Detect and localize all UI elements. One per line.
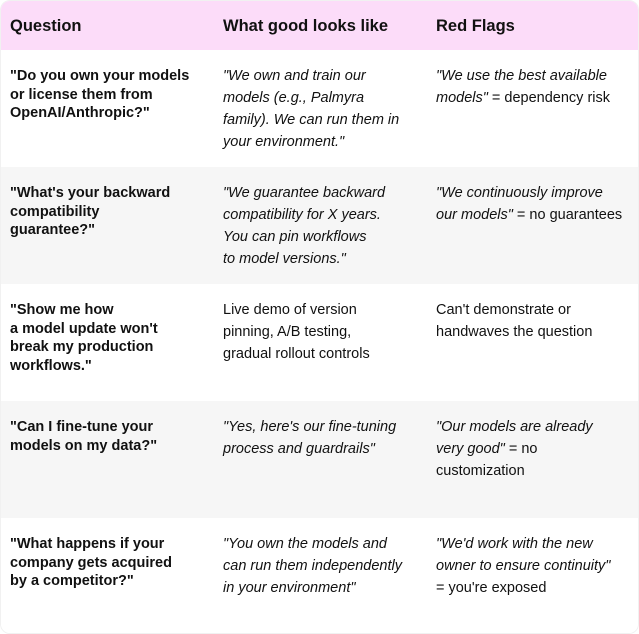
good-answer-quote: "Yes, here's our fine-tuning process and guardrails"	[223, 419, 397, 457]
good-answer-quote: "We guarantee backward compatibility for X years. You can pin workflows to model versions."	[223, 185, 386, 267]
question-cell: "Do you own your models or license them from OpenAI/Anthropic?"	[10, 68, 190, 121]
header-red-flags: Red Flags	[436, 16, 515, 35]
red-flag-text: Can't demonstrate or handwaves the question	[436, 302, 593, 340]
red-flag-text: = dependency risk	[487, 90, 611, 106]
question-cell: "Show me how a model update won't break my production workflows."	[10, 302, 158, 374]
red-flag-cell	[427, 518, 639, 634]
question-cell: "Can I fine-tune your models on my data?"	[10, 419, 158, 454]
table-row	[1, 284, 638, 401]
good-answer-text: Live demo of version pinning, A/B testing, gradual rollout controls	[223, 302, 370, 362]
red-flag-quote: "We continuously improve our models"	[436, 185, 603, 223]
table-row	[1, 401, 638, 518]
red-flag-text: = no guarantees	[512, 207, 623, 223]
red-flag-quote: "We'd work with the new owner to ensure continuity"	[436, 536, 611, 574]
red-flag-text: = no customization	[436, 441, 538, 479]
table-row	[1, 50, 638, 167]
red-flag-cell	[427, 401, 639, 518]
red-flag-cell	[427, 167, 639, 284]
red-flag-quote: "Our models are already very good"	[436, 419, 593, 457]
good-answer-cell	[214, 284, 427, 401]
table-row	[1, 518, 638, 634]
red-flag-quote: "We use the best available models"	[436, 68, 607, 106]
red-flag-text: = you're exposed	[436, 580, 547, 596]
red-flag-cell	[427, 50, 639, 167]
red-flag-cell	[427, 284, 639, 401]
header-question: Question	[10, 16, 82, 35]
good-answer-cell	[214, 518, 427, 634]
good-answer-cell	[214, 167, 427, 284]
table-row	[1, 167, 638, 284]
question-cell: "What's your backward compatibility guarantee?"	[10, 185, 171, 238]
question-cell: "What happens if your company gets acquired by a competitor?"	[10, 536, 172, 589]
table-header-row	[1, 1, 638, 50]
good-answer-cell	[214, 401, 427, 518]
good-answer-quote: "You own the models and can run them independently in your environment"	[223, 536, 402, 596]
good-answer-cell	[214, 50, 427, 167]
header-what-good-looks-like: What good looks like	[223, 16, 389, 35]
good-answer-quote: "We own and train our models (e.g., Palmyra family). We can run them in your environment."	[223, 68, 400, 150]
